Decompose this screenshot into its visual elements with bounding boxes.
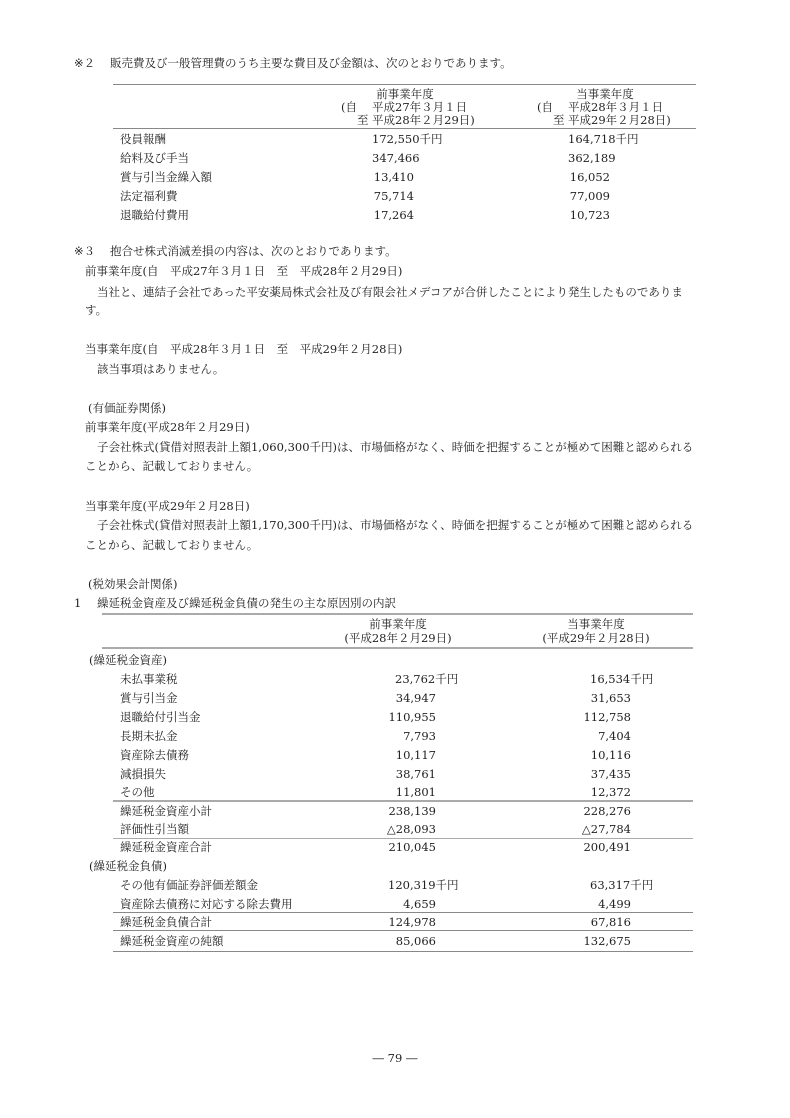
- note2-mark: ※２: [74, 56, 96, 70]
- row-label: 資産除去債務: [120, 748, 189, 762]
- note3-title: 抱合せ株式消滅差損の内容は、次のとおりであります。: [110, 244, 397, 258]
- row-prev-value: 38,761: [395, 767, 436, 781]
- note2-header-curr-from: 平成28年３月１日: [568, 100, 664, 114]
- note2-title: 販売費及び一般管理費のうち主要な費目及び金額は、次のとおりであります。: [110, 56, 512, 70]
- note2-header-prev-label: 前事業年度: [376, 87, 434, 101]
- row-curr-value: 362,189: [568, 151, 616, 165]
- liabilities-heading: (繰延税金負債): [89, 859, 167, 873]
- tax-item-title: 繰延税金資産及び繰延税金負債の発生の主な原因別の内訳: [97, 596, 396, 610]
- row-label: 給料及び手当: [120, 151, 189, 165]
- note2-header-curr-label: 当事業年度: [576, 87, 634, 101]
- row-label: 減損損失: [120, 767, 166, 781]
- row-label: 役員報酬: [120, 132, 166, 146]
- row-prev-value: 17,264: [373, 208, 414, 222]
- row-prev-value: 4,659: [403, 897, 436, 911]
- row-prev-value: 10,117: [395, 748, 436, 762]
- row-prev-value: 23,762千円: [395, 672, 459, 686]
- row-label: その他有価証券評価差額金: [120, 878, 258, 892]
- row-prev-value: 110,955: [388, 710, 436, 724]
- tax-header-prev-date: (平成28年２月29日): [344, 631, 452, 645]
- row-curr-value: 63,317千円: [590, 878, 654, 892]
- note3-curr-period: 当事業年度(自 平成28年３月１日 至 平成29年２月28日): [85, 342, 403, 356]
- note2-header-prev-from-prefix: (自: [341, 100, 357, 114]
- row-curr-value: 164,718千円: [568, 132, 639, 146]
- securities-prev-text-2: ことから、記載しておりません。: [85, 459, 259, 473]
- tax-header-curr-label: 当事業年度: [567, 617, 625, 631]
- row-prev-value: 85,066: [395, 934, 436, 948]
- assets-heading: (繰延税金資産): [89, 653, 167, 667]
- note2-header-curr-from-prefix: (自: [537, 100, 553, 114]
- row-prev-value: △28,093: [386, 822, 436, 836]
- securities-curr-text-2: ことから、記載しておりません。: [85, 538, 259, 552]
- row-prev-value: 172,550千円: [372, 132, 443, 146]
- note3-prev-text-2: す。: [85, 303, 108, 317]
- row-label: 賞与引当金繰入額: [120, 170, 212, 184]
- row-prev-value: 34,947: [395, 691, 436, 705]
- table-rule: [113, 128, 696, 129]
- row-label: 繰延税金負債合計: [120, 915, 212, 929]
- row-label: 繰延税金資産合計: [120, 840, 212, 854]
- row-curr-value: 4,499: [598, 897, 631, 911]
- table-rule: [113, 912, 693, 913]
- note2-header-curr-to-prefix: 至: [553, 113, 565, 127]
- table-rule: [102, 613, 693, 615]
- note2-header-curr-to: 平成29年２月28日): [568, 113, 671, 127]
- note3-prev-text-1: 当社と、連結子会社であった平安薬局株式会社及び有限会社メデコアが合併したことにより発生したものでありま: [97, 285, 683, 299]
- row-curr-value: 31,653: [590, 691, 631, 705]
- row-prev-value: 11,801: [395, 785, 436, 799]
- row-label: 退職給付費用: [120, 208, 189, 222]
- note2-header-prev-to-prefix: 至: [357, 113, 369, 127]
- row-prev-value: 124,978: [388, 915, 436, 929]
- row-curr-value: 10,116: [590, 748, 631, 762]
- row-curr-value: △27,784: [581, 822, 631, 836]
- row-curr-value: 77,009: [569, 189, 610, 203]
- row-label: 長期未払金: [120, 729, 178, 743]
- row-curr-value: 200,491: [583, 840, 631, 854]
- table-rule: [102, 647, 693, 649]
- securities-curr-text-1: 子会社株式(貸借対照表計上額1,170,300千円)は、市場価格がなく、時価を把握することが極めて困難と認められる: [97, 518, 694, 532]
- securities-heading: (有価証券関係): [88, 401, 166, 415]
- row-curr-value: 7,404: [598, 729, 631, 743]
- table-rule: [113, 800, 693, 802]
- note2-header-prev-from: 平成27年３月１日: [372, 100, 468, 114]
- row-label: 繰延税金資産の純額: [120, 934, 224, 948]
- securities-prev-period: 前事業年度(平成28年２月29日): [85, 420, 250, 434]
- note3-curr-text: 該当事項はありません。: [97, 362, 225, 376]
- table-rule: [113, 930, 693, 931]
- note2-header-prev-to: 平成28年２月29日): [372, 113, 475, 127]
- tax-header-prev-label: 前事業年度: [369, 617, 427, 631]
- row-curr-value: 16,052: [569, 170, 610, 184]
- securities-prev-text-1: 子会社株式(貸借対照表計上額1,060,300千円)は、市場価格がなく、時価を把握することが極めて困難と認められる: [97, 440, 694, 454]
- tax-header-curr-date: (平成29年２月28日): [542, 631, 650, 645]
- row-prev-value: 347,466: [372, 151, 420, 165]
- row-label: 資産除去債務に対応する除去費用: [120, 897, 293, 911]
- note3-prev-period: 前事業年度(自 平成27年３月１日 至 平成28年２月29日): [85, 264, 403, 278]
- row-curr-value: 67,816: [590, 915, 631, 929]
- row-prev-value: 75,714: [373, 189, 414, 203]
- row-label: 繰延税金資産小計: [120, 804, 212, 818]
- row-label: 法定福利費: [120, 189, 178, 203]
- row-label: その他: [120, 785, 155, 799]
- table-rule: [113, 838, 693, 839]
- table-rule: [113, 84, 696, 85]
- row-curr-value: 228,276: [583, 804, 631, 818]
- row-curr-value: 132,675: [583, 934, 631, 948]
- row-curr-value: 112,758: [583, 710, 631, 724]
- row-prev-value: 210,045: [388, 840, 436, 854]
- row-prev-value: 120,319千円: [388, 878, 459, 892]
- table-rule: [113, 951, 693, 952]
- row-label: 賞与引当金: [120, 691, 178, 705]
- page-number: ― 79 ―: [372, 1051, 418, 1065]
- row-curr-value: 16,534千円: [590, 672, 654, 686]
- row-prev-value: 7,793: [403, 729, 436, 743]
- tax-item-no: 1: [74, 596, 82, 610]
- note3-mark: ※３: [74, 244, 96, 258]
- row-curr-value: 37,435: [590, 767, 631, 781]
- row-label: 退職給付引当金: [120, 710, 201, 724]
- securities-curr-period: 当事業年度(平成29年２月28日): [85, 499, 250, 513]
- row-label: 評価性引当額: [120, 822, 189, 836]
- row-curr-value: 12,372: [590, 785, 631, 799]
- row-label: 未払事業税: [120, 672, 178, 686]
- tax-heading: (税効果会計関係): [88, 577, 178, 591]
- row-curr-value: 10,723: [569, 208, 610, 222]
- row-prev-value: 13,410: [373, 170, 414, 184]
- row-prev-value: 238,139: [388, 804, 436, 818]
